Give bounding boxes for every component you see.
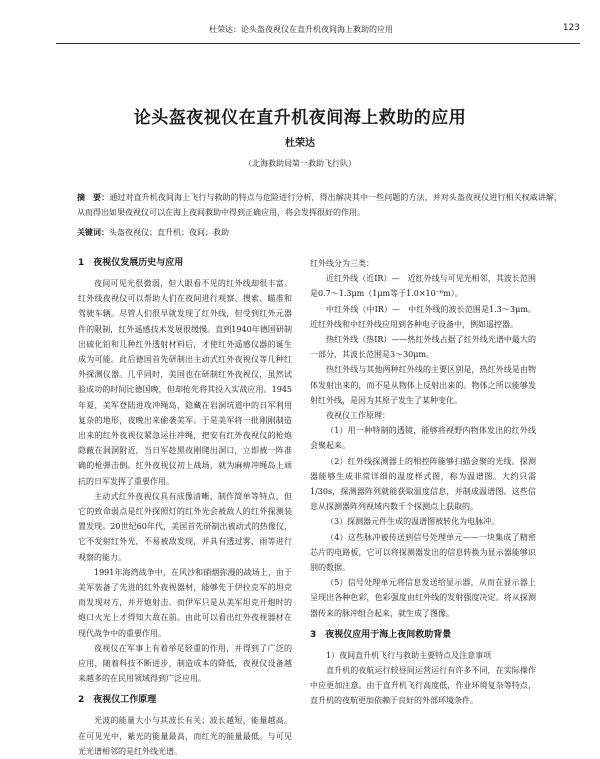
running-head: 杜荣达：论头盔夜视仪在直升机夜间海上救助的应用 <box>209 25 393 34</box>
page-number: 123 <box>562 23 580 33</box>
list-item: （5）信号处理单元将信息发送给显示器，从而在显示器上呈现出各种色彩，色彩强度由红外线的发射强度决定。将从探测器传来的脉冲组合起来，就生成了图像。 <box>310 578 536 618</box>
list-item: （2）红外线探测器上的相控阵能够扫描会聚的光线。探测器能够生成非常详细的温度样式图，称为温谱图。大约只需1/30s，探测器阵列就能获取温度信息，并制成温谱图。这些信息从探测器阵列视域内数千个探测点上获取的。 <box>310 456 536 512</box>
paragraph: 1991年海湾战争中，在风沙和硝烟弥漫的战场上，由于美军装备了先进的红外夜视器材，能够先于伊拉克军的坦克而发现对方，并开炮射击。而伊军只是从美军坦克开炮时的炮口火光上才得知大敌在前。由此可以看出红外夜视器材在现代战争中的重要作用。 <box>78 567 292 638</box>
paragraph: 近红外线（近IR）— 近红外线与可见光相邻，其波长范围是0.7～1.3μm（1μm等于1.0×10⁻⁶m）。 <box>310 274 536 299</box>
section-2-heading: 2 夜视仪工作原理 <box>78 695 157 706</box>
abstract-text: 通过对直升机夜间海上飞行与救助的特点与危险进行分析，得出解决其中一些问题的方法，并对头盔夜视仪进行相关权威讲解，从而得出如果夜视仪可以在海上夜间救助中得到正确应用，将会发挥很好的作用。 <box>77 193 562 217</box>
right-column <box>310 256 536 709</box>
paragraph: 红外线分为三类： <box>310 259 374 268</box>
section-3-heading: 3 夜视仪应用于海上夜间救助背景 <box>310 629 452 640</box>
list-item: （1）用一种特制的透镜，能够将视野内物体发出的红外线会聚起来。 <box>310 426 536 451</box>
paragraph: 直升机的夜航运行较昼间运营运行有许多不同，在实际操作中应更加注意。由于直升机飞行高度低，作业环境复杂等特点，直升机的夜航更加依赖于良好的外部环境条件。 <box>310 666 536 706</box>
paragraph: 光波的能量大小与其波长有关；波长越短，能量越高。在可见光中，紫光的能量最高，而红光的能量最低。与可见光光谱相邻的是红外线光谱。 <box>78 716 292 756</box>
abstract-label: 摘 要： <box>77 193 110 202</box>
keywords-text: 头盔夜视仪；直升机；夜间；救助 <box>109 228 229 237</box>
paragraph: 夜视仪在军事上有着举足轻重的作用，并得到了广泛的应用，随着科技不断进步，制造成本的降低，夜视仪设备越来越多的在民用领域得到广泛应用。 <box>78 643 292 684</box>
abstract <box>77 190 562 220</box>
author: 杜荣达 <box>285 138 315 149</box>
paragraph: 夜视仪工作原理： <box>326 411 390 421</box>
header-rule <box>56 43 580 44</box>
affiliation: （北海救助局第一救助飞行队） <box>244 159 356 168</box>
paper-title: 论头盔夜视仪在直升机夜间海上救助的应用 <box>133 108 467 128</box>
subsection-heading: 1）夜间直升机飞行与救助主要特点及注意事项 <box>326 650 492 660</box>
section-1-heading: 1 夜视仪发展历史与应用 <box>78 258 184 268</box>
paragraph: 热红外线（热IR）——热红外线占据了红外线光谱中最大的一部分，其波长范围是3～30μm。 <box>310 335 536 360</box>
paragraph: 中红外线（中IR）— 中红外线的波长范围是1.3～3μm。近红外线和中红外线应用到各种电子设备中，例如遥控器。 <box>310 304 536 329</box>
paragraph: 热红外线与其他两种红外线的主要区别是，热红外线是由物体发射出来的，而不是从物体上反射出来的。物体之所以能够发射红外线，是因为其原子发生了某种变化。 <box>310 365 536 405</box>
paragraph: 夜间可见光很微弱，但人眼看不见的红外线却很丰富。红外线夜视仪可以帮助人们在夜间进行观察、搜索、瞄准和驾驶车辆。尽管人们很早就发现了红外线，但受到红外元器件的限制，红外遥感技术发展很缓慢。直到1940年德国研制出硫化铅和几种红外透射材料后，才使红外遥感仪器的诞生成为可能。此后德国首先研制出主动式红外夜视仪等几种红外探测仪器。几乎同时，美国也在研制红外夜视仪，虽然试验成功的时间比德国晚，但却抢先将其投入实战应用。1945年夏，美军登陆进攻冲绳岛，隐藏在岩洞坑道中的日军利用复杂的地形，夜晚出来偷袭美军。于是美军将一批刚刚制造出来的红外夜视仪紧急运往冲绳，把安有红外夜视仪的枪炮隐蔽在洞洞附近，当日军趁黑夜刚爬出洞口，立即被一阵准确的枪弹击倒。红外夜视仪初上战场，就为麻痹冲绳岛上顽抗的日军发挥了重要作用。 <box>78 279 292 486</box>
keywords-label: 关键词： <box>77 227 109 237</box>
left-column <box>78 256 292 759</box>
paragraph: 主动式红外夜视仪具有成像清晰、制作简单等特点，但它的致命弱点是红外探照灯的红外光会被敌人的红外探测装置发现。20世纪60年代，美国首先研制出被动式的热像仪，它不发射红外光，不易被敌发现，并具有透过雾、雨等进行观察的能力。 <box>78 491 292 562</box>
list-item: （3）探测器元件生成的温谱图被转化为电脉冲。 <box>326 517 500 527</box>
list-item: （4）这些脉冲被传送到信号处理单元——一块集成了精密芯片的电路板，它可以将探测器发出的信息转换为显示器能够识别的数据。 <box>310 532 536 573</box>
keywords <box>77 227 562 238</box>
